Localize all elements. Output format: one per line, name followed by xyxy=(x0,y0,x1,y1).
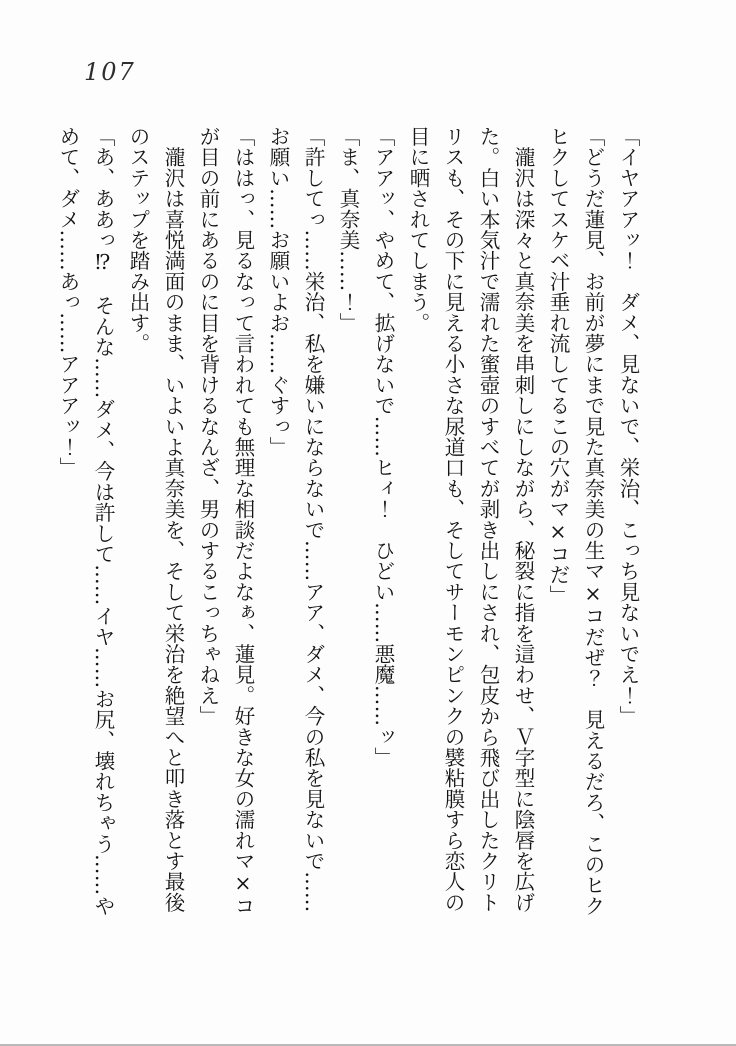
text-line: のステップを踏み出す。 xyxy=(126,126,150,354)
text-line: 「イヤアアッ！ ダメ、見ないで、栄治、こっち見ないでえ！」 xyxy=(616,126,640,727)
body-text xyxy=(50,126,645,948)
text-line: 「アアッ、やめて、拡げないで……ヒィ！ ひどい……悪魔……ッ」 xyxy=(371,126,395,768)
text-line: 「ははっ、見るなって言われても無理な相談だよなぁ、蓮見。好きな女の濡れマ×コ xyxy=(231,126,255,917)
text-line: 「どうだ蓮見、お前が夢にまで見た真奈美の生マ×コだぜ？ 見えるだろ、このヒク xyxy=(581,126,605,917)
text-line: た。白い本気汁で濡れた蜜壺のすべてが剥き出しにされ、包皮から飛び出したクリト xyxy=(476,126,500,913)
text-line: ヒクしてスケベ汁垂れ流してるこの穴がマ×コだ」 xyxy=(546,126,570,606)
text-line: めて、ダメ……あっ……アアアッ！」 xyxy=(56,126,80,478)
text-line: 「あ、ああっ⁉ そんな……ダメ、今は許して……イヤ……お尻、壊れちゃう……や xyxy=(91,126,115,917)
text-line: 瀧沢は深々と真奈美を串刺しにしながら、秘裂に指を這わせ、Ｖ字型に陰唇を広げ xyxy=(511,126,535,913)
text-line: リスも、その下に見える小さな尿道口も、そしてサーモンピンクの襞粘膜すら恋人の xyxy=(441,126,465,913)
text-line: 目に晒されてしまう。 xyxy=(406,126,430,333)
text-line: お願い……お願いよお……ぐすっ」 xyxy=(266,126,290,458)
page-number: 107 xyxy=(84,58,136,86)
text-line: 瀧沢は喜悦満面のまま、いよいよ真奈美を、そして栄治を絶望へと叩き落とす最後 xyxy=(161,126,185,913)
text-line: が目の前にあるのに目を背けるなんざ、男のするこっちゃねえ」 xyxy=(196,126,220,727)
text-line: 「ま、真奈美……！」 xyxy=(336,126,360,333)
text-line: 「許してっ……栄治、私を嫌いにならないで……アア、ダメ、今の私を見ないで…… xyxy=(301,126,325,913)
